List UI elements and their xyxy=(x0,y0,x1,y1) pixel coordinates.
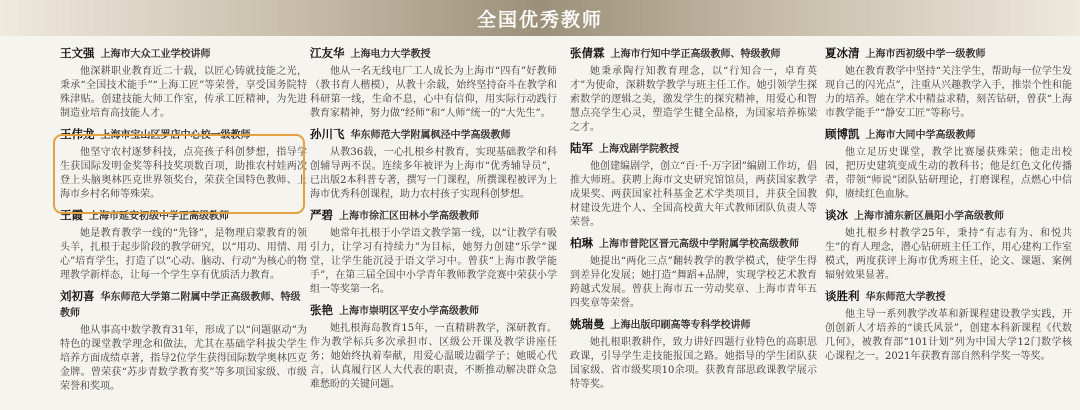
teacher-title: 上海市普陀区晋元高级中学附属学校高级教师 xyxy=(599,239,799,250)
teacher-bio: 她在教育教学中坚持“关注学生，帮助每一位学生发现自己的闪光点”，注重从兴趣教学入手，推崇个性和能力的培养。她在学术中精益求精，刻苦钻研，曾获“上海市教学能手”“静安工匠”等称号。 xyxy=(825,66,1072,119)
teacher-bio: 从教36载，一心扎根乡村教育，实现基础教学和科创辅导两不误。连续多年被评为上海市“优秀辅导员”，已出版2本科普专著，撰写一门课程，所撰课程被评为上海市优秀科创课程，助力农村孩子实现科创梦想。 xyxy=(310,147,557,200)
teacher-entry xyxy=(310,303,557,392)
teacher-title: 上海市徐汇区田林小学高级教师 xyxy=(339,211,479,222)
teacher-name: 姚瑞曼 xyxy=(570,317,605,331)
column-4 xyxy=(825,46,1072,370)
teacher-title: 上海出版印刷高等专科学校讲师 xyxy=(610,320,751,331)
teacher-bio: 他深耕职业教育近二十载，以匠心铸就技能之光，秉承“全国技术能手”“上海工匠”等荣誉，享受国务院特殊津贴。创建技能大师工作室，传承工匠精神，为先进制造业培育高技能人才。 xyxy=(60,66,307,119)
page-title: 全国优秀教师 xyxy=(476,9,603,31)
column-3 xyxy=(570,46,817,398)
teacher-name: 柏琳 xyxy=(570,236,593,250)
teacher-entry xyxy=(570,46,817,135)
teacher-entry xyxy=(310,208,557,297)
teacher-bio: 她扎根海岛教育15年，一直精耕教学，深研教育。作为教学标兵多次承担市、区级公开课及教学讲座任务；她始终执着奉献，用爱心温暖边疆学子；她暖心代言，认真履行区人大代表的职责，不断推动解决群众急难愁盼的关键问题。 xyxy=(310,323,557,390)
teacher-name: 顾博凯 xyxy=(825,127,860,141)
teacher-entry xyxy=(310,127,557,202)
teacher-bio: 她扎根职教耕作，致力讲好四题行业特色的高职思政课，引导学生走技能报国之路。她指导的学生团队获国家级、省市级奖项10余项。获教育部思政课教学展示特等奖。 xyxy=(570,337,817,390)
teacher-name: 孙川飞 xyxy=(310,127,345,141)
teacher-entry xyxy=(825,208,1072,283)
teacher-name: 王伟龙 xyxy=(60,127,95,141)
teacher-name: 王霞 xyxy=(60,208,83,222)
teacher-bio: 他坚守农村逐梦科技，点亮孩子科创梦想，指导学生获国际发明金奖等科技奖项数百项，助推农村娃两次登上头脑奥林匹克世界领奖台，荣获全国特色教师、上海市乡村名师等殊荣。 xyxy=(60,147,307,200)
teacher-entry xyxy=(570,236,817,311)
teacher-bio: 他主导一系列教学改革和新课程建设教学实践，开创创新人才培养的“谈氏风景”，创建本科新课程《代数几何》，被教育部“101计划”列为中国大学12门数学核心课程之一。2021年获教育部自然科学奖一等奖。 xyxy=(825,309,1072,362)
highlight-box xyxy=(53,134,305,214)
teacher-name: 江友华 xyxy=(310,46,345,60)
teacher-title: 上海电力大学教授 xyxy=(350,49,431,60)
teacher-bio: 他创建编剧学，创立“百·千·万字团”编剧工作坊，倡推大师班。获聘上海市文史研究馆馆员，两获国家教学成果奖、两获国家社科基金艺术学类项目，并获全国教材建设先进个人、全国高校黄大年式教师团队负责人等荣誉。 xyxy=(570,161,817,228)
banner xyxy=(0,0,1080,36)
teacher-name: 陆军 xyxy=(570,141,593,155)
teacher-bio: 她扎根乡村教学25年，秉持“有志有为、和悦共生”的育人理念，潜心钻研班主任工作，用心建构工作室模式，两度获评上海市优秀班主任，论文、课题、案例辐射效果显著。 xyxy=(825,228,1072,281)
teacher-entry xyxy=(60,46,307,121)
teacher-bio: 她秉承陶行知教育理念，以“行知合一，卓育英才”为使命，深耕数学教学与班主任工作。她引领学生探索数学的逻辑之美，激发学生的探究精神，用爱心和智慧点亮学生心灵，塑造学生健全品格，为国家培养栋梁之才。 xyxy=(570,66,817,133)
teacher-title: 上海市西初级中学一级教师 xyxy=(865,49,986,60)
teacher-bio: 他从事高中数学教育31年，形成了以“问题驱动”为特色的课堂教学理念和做法，尤其在基础学科拔尖学生培养方面成绩卓著，指导2位学生获得国际数学奥林匹克金牌。曾荣获“苏步青数学教育奖”等多项国家级、市级荣誉和奖项。 xyxy=(60,325,307,392)
teacher-name: 谈胜利 xyxy=(825,289,860,303)
teacher-title: 上海市行知中学正高级教师、特级教师 xyxy=(610,49,781,60)
teacher-entry xyxy=(570,317,817,392)
teacher-bio: 她提出“两化三点”翻转教学的教学模式，使学生得到差异化发展；她打造“舞蹈+品牌，实现学校艺术教育跨越式发展。曾获上海市五一劳动奖章、上海市青年五四奖章等荣誉。 xyxy=(570,256,817,309)
teacher-title: 华东师范大学教授 xyxy=(865,292,946,303)
teacher-name: 谈冰 xyxy=(825,208,848,222)
teacher-title: 上海市大同中学高级教师 xyxy=(865,130,976,141)
teacher-title: 上海市崇明区平安小学高级教师 xyxy=(339,306,479,317)
teacher-title: 上海市浦东新区晨阳小学高级教师 xyxy=(854,211,1004,222)
teacher-name: 夏冰清 xyxy=(825,46,860,60)
teacher-entry xyxy=(310,46,557,121)
column-2 xyxy=(310,46,557,398)
teacher-bio: 她常年扎根于小学语文教学第一线，以“让教学有吸引力，让学习有持续力”为目标，她努力创建“乐学”课堂，让学生能沉浸于语文学习中。曾获“上海市教学能手”，在第三届全国中小学青年教师教学竞赛中荣获小学组一等奖第一名。 xyxy=(310,228,557,295)
teacher-entry xyxy=(825,46,1072,121)
teacher-title: 上海戏剧学院教授 xyxy=(599,144,679,155)
teacher-entry xyxy=(825,289,1072,364)
teacher-title: 上海市宝山区罗店中心校一级教师 xyxy=(100,130,251,141)
teacher-name: 刘初喜 xyxy=(60,289,95,303)
teacher-name: 张倩霖 xyxy=(570,46,605,60)
teacher-title: 上海市大众工业学校讲师 xyxy=(100,49,211,60)
teacher-title: 上海市延安初级中学正高级教师 xyxy=(89,211,229,222)
teacher-name: 王文强 xyxy=(60,46,95,60)
column-1 xyxy=(60,46,307,400)
teacher-entry xyxy=(570,141,817,230)
teacher-bio: 他从一名无线电厂工人成长为上海市“四有”好教师（教书育人楷模），从教十余载，始终坚持奋斗在教学和科研第一线，生命不息，心中有信仰，用实际行动践行教育家精神，努力做“经师”和“人师”统一的“大先生”。 xyxy=(310,66,557,119)
teacher-name: 严碧 xyxy=(310,208,333,222)
teacher-title: 华东师范大学附属枫泾中学高级教师 xyxy=(350,130,511,141)
teacher-bio: 她是教育教学一线的“先锋”，是物理启蒙教育的领头羊，扎根于起步阶段的教学研究，以“用功、用情、用心”培育学生，打造了以“心动、脑动、行动”为核心的物理教学新样态，让每一个学生享有优质活力教育。 xyxy=(60,228,307,281)
teacher-bio: 他立足历史课堂，教学比赛屡获殊荣；他走出校园，把历史建筑变成生动的教科书；他是红色文化传播者，带领“师说”团队钻研理论，打磨课程，点燃心中信仰，赓续红色血脉。 xyxy=(825,147,1072,200)
teacher-entry xyxy=(60,208,307,283)
teacher-title: 华东师范大学第二附属中学正高级教师、特级教师 xyxy=(60,292,301,319)
teacher-name: 张艳 xyxy=(310,303,333,317)
teacher-entry xyxy=(60,289,307,394)
teacher-entry xyxy=(825,127,1072,202)
